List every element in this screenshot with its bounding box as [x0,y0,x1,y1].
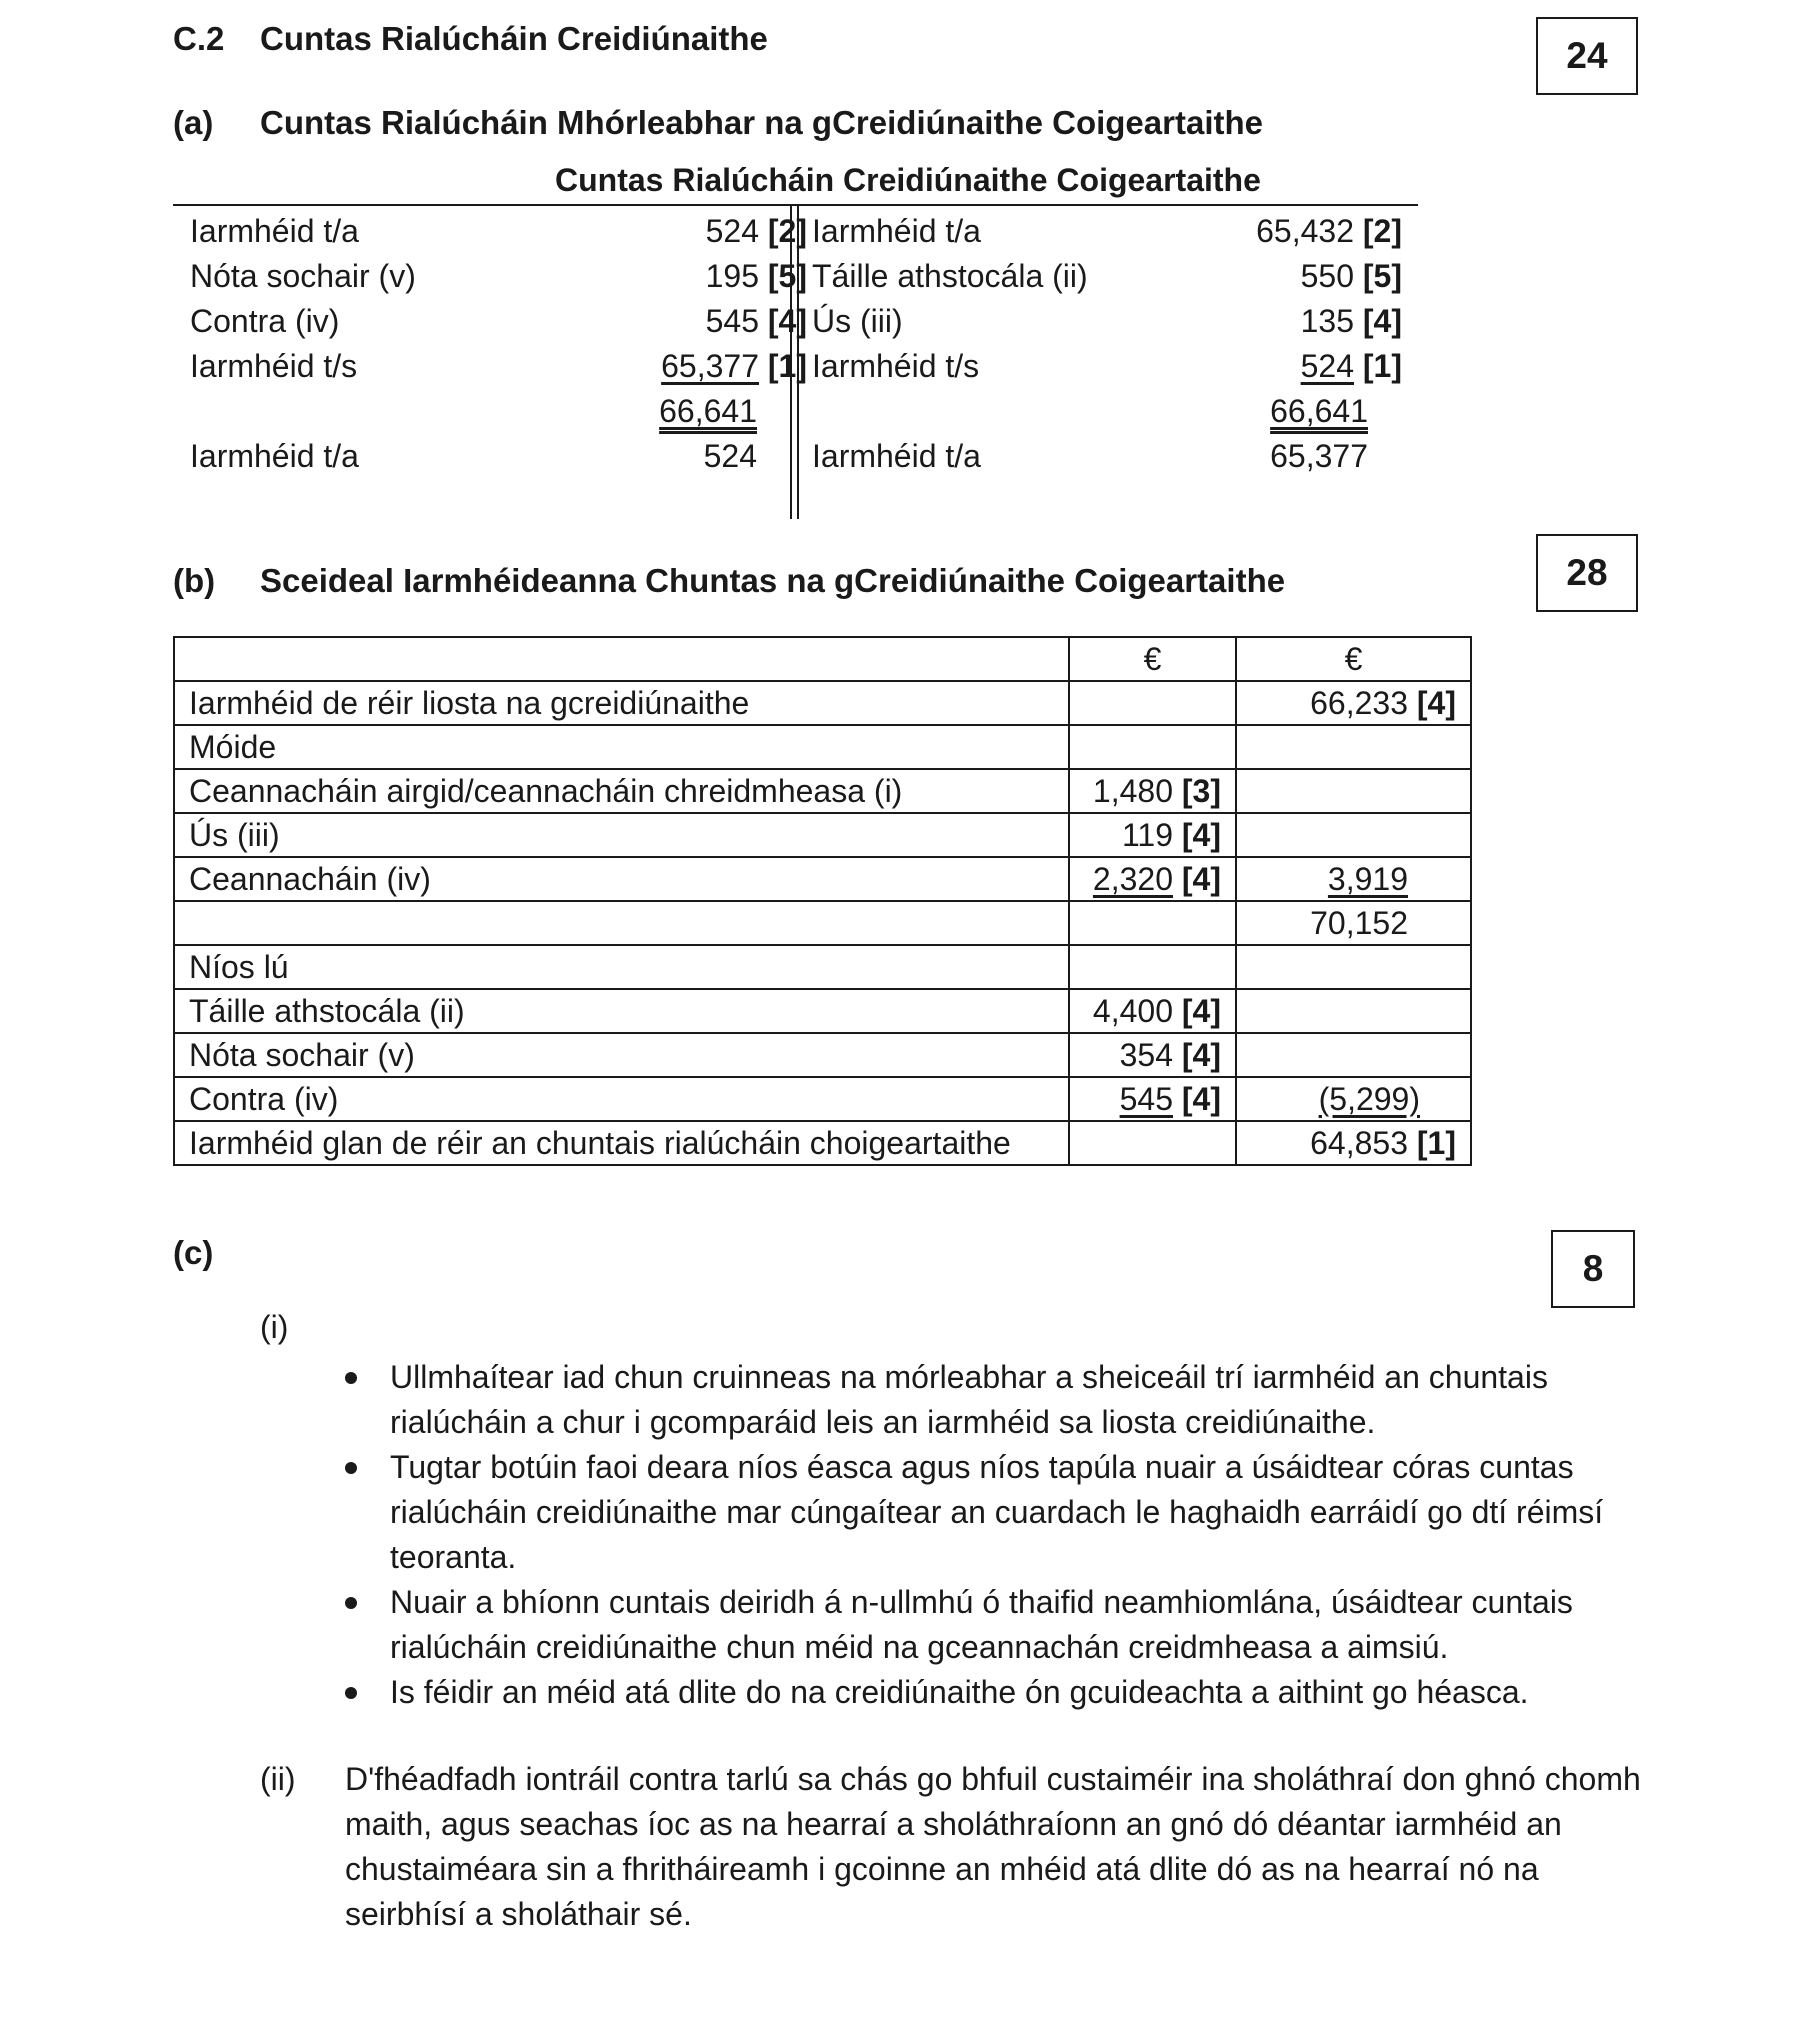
sub-ii-label: (ii) [260,1761,296,1797]
bullet-icon [345,1372,357,1384]
currency-header: € [1236,637,1471,681]
marks-box-a: 24 [1536,17,1638,95]
list-item: Ullmhaítear iad chun cruinneas na mórleabhar a sheiceáil trí iarmhéid an chuntais rialúcháin a chur i gcomparáid leis an iarmhéid sa liosta creidiúnaithe. [345,1355,1665,1445]
credit-total: 66,641 [1270,393,1368,429]
credit-mark: [1] [1362,348,1402,384]
table-row: Móide [174,725,1471,769]
table-row: Níos lú [174,945,1471,989]
table-row: 70,152 [174,901,1471,945]
debit-total: 66,641 [659,393,757,429]
table-row: Iarmhéid de réir liosta na gcreidiúnaithe 66,233 [4] [174,681,1471,725]
debit-mark: [1] [767,348,807,384]
credit-mark: [2] [1362,213,1402,249]
part-a-heading: Cuntas Rialúcháin Mhórleabhar na gCreidiúnaithe Coigeartaithe [260,104,1263,141]
table-row: Ceannacháin airgid/ceannacháin chreidmheasa (i) 1,480 [3] [174,769,1471,813]
debit-amount: 524 [705,213,759,249]
list-item: Nuair a bhíonn cuntais deiridh á n-ullmhú ó thaifid neamhiomlána, úsáidtear cuntais rialúcháin creidiúnaithe chun méid na gceannachán creidmheasa a aimsiú. [345,1580,1665,1670]
sub-ii-text: D'fhéadfadh iontráil contra tarlú sa chás go bhfuil custaiméir ina sholáthraí don ghnó chomh maith, agus seachas íoc as na hearraí a sholáthraíonn an gnó dó déantar iarmhéid an chustaiméara sin a fhritháireamh i gcoinne an mhéid atá dlite dó as na hearraí nó na seirbhísí a sholáthair sé. [345,1761,1641,1932]
table-row: Nóta sochair (v) 354 [4] [174,1033,1471,1077]
table-row: Ús (iii) 119 [4] [174,813,1471,857]
credit-mark: [4] [1362,303,1402,339]
debit-mark: [2] [767,213,807,249]
reasons-list [345,1355,1665,1715]
table-header-row [174,637,1471,681]
credit-bd-amount: 65,377 [1270,438,1368,474]
part-b-heading: Sceideal Iarmhéideanna Chuntas na gCreidiúnaithe Coigeartaithe [260,562,1286,599]
credit-amount: 524 [1300,348,1354,384]
table-row: Contra (iv) 545 [4] (5,299) [174,1077,1471,1121]
marks-box-c: 8 [1551,1230,1635,1308]
credit-amount: 65,432 [1256,213,1354,249]
currency-header: € [1069,637,1236,681]
list-item: Tugtar botúin faoi deara níos éasca agus níos tapúla nuair a úsáidtear córas cuntas rialúcháin creidiúnaithe mar cúngaítear an cuardach le haghaidh earráidí go dtí réimsí teoranta. [345,1445,1665,1580]
bullet-icon [345,1462,357,1474]
bullet-icon [345,1687,357,1699]
credit-amount: 135 [1300,303,1354,339]
table-row: Ceannacháin (iv) 2,320 [4] 3,919 [174,857,1471,901]
debit-amount: 195 [705,258,759,294]
marks-box-b: 28 [1536,534,1638,612]
credit-mark: [5] [1362,258,1402,294]
question-number: C.2 [173,20,225,57]
part-c-label: (c) [173,1234,214,1271]
list-item: Is féidir an méid atá dlite do na creidiúnaithe ón gcuideachta a aithint go héasca. [345,1670,1665,1715]
debit-amount: 545 [705,303,759,339]
sub-i-label: (i) [260,1309,289,1345]
part-a-label: (a) [173,104,214,141]
table-row: Táille athstocála (ii) 4,400 [4] [174,989,1471,1033]
debit-bd-amount: 524 [703,438,757,474]
t-account-title: Cuntas Rialúcháin Creidiúnaithe Coigeartaithe [555,162,1261,198]
question-title: Cuntas Rialúcháin Creidiúnaithe [260,20,768,57]
debit-amount: 65,377 [661,348,759,384]
credit-amount: 550 [1300,258,1354,294]
table-row: Iarmhéid glan de réir an chuntais rialúcháin choigeartaithe 64,853 [1] [174,1121,1471,1165]
schedule-table [173,636,1472,1166]
part-b-label: (b) [173,562,216,599]
debit-mark: [4] [767,303,807,339]
bullet-icon [345,1597,357,1609]
debit-mark: [5] [767,258,807,294]
